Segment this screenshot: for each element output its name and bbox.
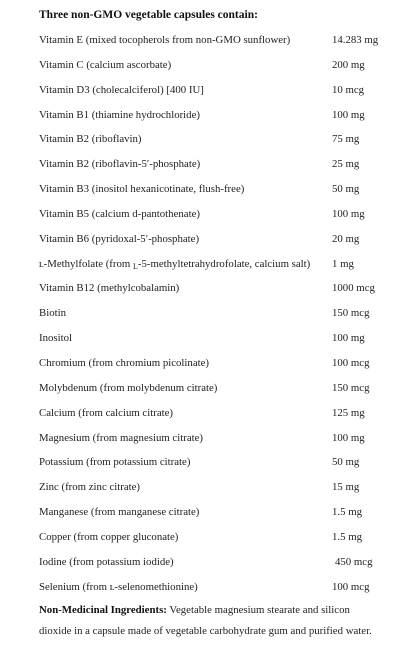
ingredient-name: Vitamin B6 (pyridoxal-5′-phosphate) [39,232,200,245]
ingredient-row [39,227,399,252]
ingredient-amount: 100 mg [332,108,365,121]
non-medicinal-text: Vegetable magnesium stearate and silicon dioxide in a capsule made of vegetable carbohydrate gum and purified water. [39,604,372,637]
ingredient-row [39,450,399,475]
non-medicinal-label: Non-Medicinal Ingredients: [39,604,167,616]
ingredient-amount: 200 mg [332,58,365,71]
ingredient-row [39,475,399,500]
ingredient-row [39,177,399,202]
ingredient-row [39,351,399,376]
ingredient-row [39,152,399,177]
ingredient-name: Zinc (from zinc citrate) [39,481,141,494]
ingredient-row [39,500,399,525]
ingredient-row [39,550,399,575]
ingredient-amount: 50 mg [332,456,360,469]
ingredient-name: Vitamin B3 (inositol hexanicotinate, flush-free) [39,183,245,196]
ingredient-amount: 450 mcg [335,555,373,568]
ingredient-amount: 1.5 mg [332,530,362,543]
ingredient-row [39,78,399,103]
ingredient-name: Manganese (from manganese citrate) [39,506,200,519]
ingredient-name: Copper (from copper gluconate) [39,530,179,543]
ingredient-name: Magnesium (from magnesium citrate) [39,431,204,444]
ingredient-row [39,202,399,227]
ingredient-name: Vitamin B2 (riboflavin) [39,133,142,146]
ingredient-row [39,28,399,53]
ingredient-list [39,28,399,599]
ingredient-row [39,401,399,426]
ingredient-name: Selenium (from ʟ-selenomethionine) [39,580,198,593]
ingredient-amount: 10 mcg [332,83,365,96]
ingredient-name: Vitamin E (mixed tocopherols from non-GMO sunflower) [39,34,291,46]
ingredient-amount: 100 mg [332,207,365,220]
ingredient-name: Potassium (from potassium citrate) [39,456,191,469]
ingredient-row [39,326,399,351]
ingredient-row [39,301,399,326]
ingredient-amount: 75 mg [332,133,360,146]
ingredient-amount: 1000 mcg [332,282,375,295]
ingredient-name [39,252,310,280]
ingredient-row [39,252,399,277]
document-title: Three non-GMO vegetable capsules contain: [39,9,258,21]
ingredient-row [39,426,399,451]
ingredient-row [39,127,399,152]
ingredient-name: Biotin [39,307,66,320]
ingredient-row [39,276,399,301]
ingredient-name: Vitamin B12 (methylcobalamin) [39,282,180,295]
non-medicinal-ingredients [39,600,384,642]
ingredient-name: Iodine (from potassium iodide) [39,555,174,568]
ingredient-amount: 25 mg [332,158,360,171]
ingredient-amount: 50 mg [332,183,360,196]
ingredient-name: Vitamin B2 (riboflavin-5′-phosphate) [39,158,201,171]
ingredient-amount: 125 mg [332,406,365,419]
ingredient-amount: 14.283 mg [332,34,379,46]
ingredient-name: Vitamin B1 (thiamine hydrochloride) [39,108,200,121]
ingredient-amount: 1.5 mg [332,506,362,519]
ingredient-amount: 1 mg [332,257,354,270]
ingredient-amount: 100 mcg [332,580,370,593]
ingredient-amount: 20 mg [332,232,360,245]
ingredient-amount: 150 mcg [332,307,370,320]
ingredient-name-subscript: L [132,261,138,271]
ingredient-amount: 100 mg [332,332,365,345]
ingredient-amount: 15 mg [332,481,360,494]
ingredient-row [39,53,399,78]
ingredient-name: Inositol [39,332,72,345]
ingredient-row [39,575,399,600]
ingredient-row [39,525,399,550]
ingredient-row [39,376,399,401]
ingredient-name-suffix: -5-methyltetrahydrofolate, calcium salt) [137,257,311,270]
ingredient-name: Chromium (from chromium picolinate) [39,356,210,369]
ingredient-amount: 100 mcg [332,356,370,369]
ingredient-name: Vitamin C (calcium ascorbate) [39,58,172,71]
ingredient-name: Vitamin B5 (calcium d-pantothenate) [39,207,200,220]
ingredient-amount: 100 mg [332,431,365,444]
ingredient-name: Vitamin D3 (cholecalciferol) [400 IU] [39,83,204,96]
ingredient-row [39,103,399,128]
ingredient-name: Calcium (from calcium citrate) [39,406,174,419]
ingredient-name: Molybdenum (from molybdenum citrate) [39,381,218,394]
ingredient-name-prefix: ʟ-Methylfolate (from [39,257,133,270]
ingredient-amount: 150 mcg [332,381,370,394]
